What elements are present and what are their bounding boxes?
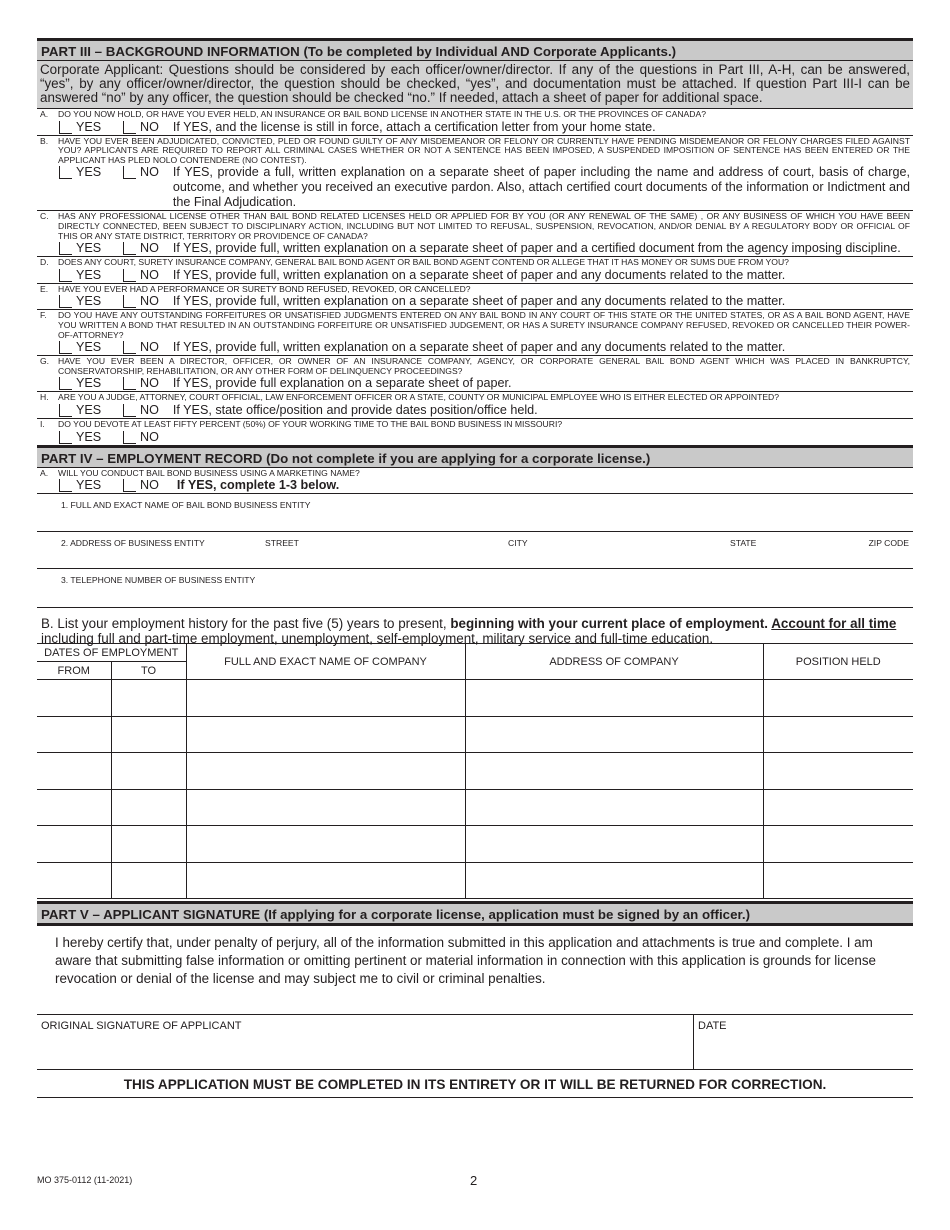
street-label: STREET <box>265 538 299 549</box>
no-checkbox[interactable] <box>123 268 159 283</box>
question-f <box>37 309 913 355</box>
employment-history-instructions <box>37 607 913 647</box>
from-header: FROM <box>37 662 111 680</box>
page-footer <box>37 1173 913 1188</box>
no-label: NO <box>140 165 159 180</box>
certification-text: I hereby certify that, under penalty of perjury, all of the information submitted in this application and attachments is true and complete. I am aware that submitting false information or omitting pertinent or material information in connection with this application is grounds for license revocation or denial of the license and may subject me to civil or criminal penalties. <box>37 923 913 1014</box>
checkbox-icon <box>123 479 136 492</box>
question-text: DO YOU HAVE ANY OUTSTANDING FORFEITURES OR UNSATISFIED JUDGMENTS ENTERED ON ANY BAIL BOND IN ANY COURT OF THIS STATE OR THE UNITED STATES, OR AS A BAIL BOND AGENT, HAVE YOU WRITTEN A BOND THAT RESULTED IN AN OUTSTANDING FORFEITURE OR UNSATISFIED JUDGEMENT, OR HAS A SURETY INSURANCE COMPANY REFUSED, REVOKED OR CANCELLED THEIR POWER-OF-ATTORNEY? <box>58 310 910 340</box>
business-phone-field[interactable] <box>37 568 913 607</box>
checkbox-icon <box>123 295 136 308</box>
yes-checkbox[interactable] <box>59 340 109 355</box>
no-checkbox[interactable] <box>123 478 159 493</box>
table-cell[interactable] <box>111 680 186 717</box>
table-cell[interactable] <box>763 716 913 753</box>
question-c <box>37 210 913 256</box>
question-text: DO YOU NOW HOLD, OR HAVE YOU EVER HELD, AN INSURANCE OR BAIL BOND LICENSE IN ANOTHER STATE IN THE U.S. OR THE PROVINCES OF CANADA? <box>58 109 706 119</box>
no-label: NO <box>140 119 159 134</box>
question-e <box>37 283 913 310</box>
table-row <box>37 789 913 826</box>
question-note: If YES, and the license is still in force, attach a certification letter from your home state. <box>172 119 656 134</box>
yes-label: YES <box>76 267 102 282</box>
table-row <box>37 753 913 790</box>
part3-title: PART III – BACKGROUND INFORMATION (To be completed by Individual AND Corporate Applicants.) <box>37 38 913 60</box>
checkbox-icon <box>59 404 72 417</box>
checkbox-icon <box>59 295 72 308</box>
yes-checkbox[interactable] <box>59 403 109 418</box>
question-note: If YES, provide full, written explanation on a separate sheet of paper and any documents related to the matter. <box>172 267 786 282</box>
part4-question-a <box>37 467 913 494</box>
question-letter: I. <box>40 418 45 429</box>
employment-table <box>37 643 913 899</box>
no-checkbox[interactable] <box>123 165 159 180</box>
question-letter: C. <box>40 211 49 222</box>
no-checkbox[interactable] <box>123 430 159 445</box>
application-form <box>37 38 913 1098</box>
table-cell[interactable] <box>37 789 111 826</box>
form-id: MO 375-0112 (11-2021) <box>37 1175 133 1185</box>
checkbox-icon <box>59 377 72 390</box>
part5-title: PART V – APPLICANT SIGNATURE (If applying for a corporate license, application must be signed by an officer.) <box>37 901 913 923</box>
checkbox-icon <box>59 431 72 444</box>
question-letter: F. <box>40 310 47 321</box>
checkbox-icon <box>123 121 136 134</box>
no-label: NO <box>140 340 159 355</box>
instructions-bold: beginning with your current place of employment. <box>450 616 772 632</box>
signature-field[interactable] <box>37 1015 694 1069</box>
question-text: HAVE YOU EVER HAD A PERFORMANCE OR SURETY BOND REFUSED, REVOKED, OR CANCELLED? <box>58 283 471 294</box>
no-label: NO <box>140 478 159 493</box>
checkbox-icon <box>59 341 72 354</box>
yes-checkbox[interactable] <box>59 165 109 180</box>
yes-label: YES <box>76 294 102 309</box>
yes-label: YES <box>76 340 102 355</box>
yes-checkbox[interactable] <box>59 294 109 309</box>
table-cell[interactable] <box>465 716 763 753</box>
signature-row <box>37 1014 913 1070</box>
table-cell[interactable] <box>37 826 111 863</box>
question-note: If YES, provide full explanation on a separate sheet of paper. <box>172 376 512 391</box>
question-note: If YES, provide a full, written explanation on a separate sheet of paper including the name and address of court, basis of charge, outcome, and whether you received an executive pardon. Also, attach certified court documents of the information or Indictment and the Final Adjudication. <box>172 165 910 210</box>
yes-label: YES <box>76 402 102 417</box>
checkbox-icon <box>59 479 72 492</box>
checkbox-icon <box>123 242 136 255</box>
zip-label: ZIP CODE <box>868 538 909 549</box>
business-name-field[interactable] <box>37 493 913 531</box>
state-label: STATE <box>730 538 757 549</box>
question-note: If YES, provide full, written explanation on a separate sheet of paper and any documents related to the matter. <box>172 340 786 355</box>
yes-label: YES <box>76 429 102 444</box>
checkbox-icon <box>123 341 136 354</box>
table-cell[interactable] <box>465 680 763 717</box>
question-letter: B. <box>40 135 49 146</box>
question-d <box>37 256 913 283</box>
question-letter: G. <box>40 356 50 367</box>
table-cell[interactable] <box>465 753 763 790</box>
yes-checkbox[interactable] <box>59 376 109 391</box>
question-letter: A. <box>40 467 49 478</box>
table-cell[interactable] <box>763 862 913 899</box>
table-cell[interactable] <box>186 862 465 899</box>
table-cell[interactable] <box>465 789 763 826</box>
no-label: NO <box>140 241 159 256</box>
table-cell[interactable] <box>111 826 186 863</box>
table-cell[interactable] <box>763 826 913 863</box>
question-text: HAVE YOU EVER BEEN A DIRECTOR, OFFICER, OR OWNER OF AN INSURANCE COMPANY, AGENCY, OR CORPORATE GENERAL BAIL BOND AGENT WHICH WAS PLACED IN BANKRUPTCY, CONSERVATORSHIP, REHABILITATION, OR ANY OTHER FORM OF DELINQUENCY PROCEEDINGS? <box>58 356 910 376</box>
table-cell[interactable] <box>111 789 186 826</box>
table-row <box>37 716 913 753</box>
no-label: NO <box>140 294 159 309</box>
question-text: WILL YOU CONDUCT BAIL BOND BUSINESS USING A MARKETING NAME? <box>58 467 360 478</box>
question-text: DOES ANY COURT, SURETY INSURANCE COMPANY, GENERAL BAIL BOND AGENT OR BAIL BOND AGENT CONTEND OR ALLEGE THAT IT HAS MONEY OR SUMS DUE FROM YOU? <box>58 257 789 268</box>
table-cell[interactable] <box>37 753 111 790</box>
yes-label: YES <box>76 241 102 256</box>
instructions-text: B. List your employment history for the past five (5) years to present, <box>41 616 451 632</box>
table-cell[interactable] <box>465 862 763 899</box>
field-label: 2. ADDRESS OF BUSINESS ENTITY <box>61 538 205 549</box>
table-row <box>37 862 913 899</box>
question-note: If YES, provide full, written explanation on a separate sheet of paper and any documents related to the matter. <box>172 294 786 309</box>
table-cell[interactable] <box>111 862 186 899</box>
checkbox-icon <box>123 404 136 417</box>
table-cell[interactable] <box>186 826 465 863</box>
signature-label: ORIGINAL SIGNATURE OF APPLICANT <box>41 1020 242 1033</box>
checkbox-icon <box>123 269 136 282</box>
yes-checkbox[interactable] <box>59 430 109 445</box>
page-number: 2 <box>470 1173 478 1188</box>
checkbox-icon <box>59 121 72 134</box>
no-checkbox[interactable] <box>123 241 159 256</box>
question-text: ARE YOU A JUDGE, ATTORNEY, COURT OFFICIAL, LAW ENFORCEMENT OFFICER OR A STATE, COUNTY OR MUNICIPAL EMPLOYEE WHO IS EITHER ELECTED OR APPOINTED? <box>58 392 780 403</box>
instructions-underline: Account for all time <box>771 616 897 632</box>
no-checkbox[interactable] <box>123 294 159 309</box>
yes-label: YES <box>76 376 102 391</box>
part3-questions <box>37 108 913 445</box>
field-label: 1. FULL AND EXACT NAME OF BAIL BOND BUSINESS ENTITY <box>61 500 311 511</box>
checkbox-icon <box>59 242 72 255</box>
no-label: NO <box>140 267 159 282</box>
city-label: CITY <box>508 538 528 549</box>
table-cell[interactable] <box>763 789 913 826</box>
table-cell[interactable] <box>37 680 111 717</box>
question-note: If YES, provide full, written explanation on a separate sheet of paper and a certified document from the agency imposing discipline. <box>172 241 901 256</box>
question-g <box>37 355 913 391</box>
dates-header: DATES OF EMPLOYMENT <box>37 644 186 662</box>
table-cell[interactable] <box>37 862 111 899</box>
no-label: NO <box>140 376 159 391</box>
yes-checkbox[interactable] <box>59 120 109 135</box>
question-letter: E. <box>40 283 49 294</box>
no-checkbox[interactable] <box>123 340 159 355</box>
question-i <box>37 418 913 445</box>
address-header: ADDRESS OF COMPANY <box>465 644 763 680</box>
no-checkbox[interactable] <box>123 120 159 135</box>
question-a <box>37 108 913 135</box>
question-note: If YES, state office/position and provide dates position/office held. <box>172 402 538 417</box>
business-address-field[interactable] <box>37 531 913 568</box>
to-header: TO <box>111 662 186 680</box>
yes-label: YES <box>76 478 102 493</box>
no-label: NO <box>140 402 159 417</box>
yes-checkbox[interactable] <box>59 478 109 493</box>
date-field[interactable] <box>694 1015 913 1069</box>
table-cell[interactable] <box>111 716 186 753</box>
table-row <box>37 826 913 863</box>
table-cell[interactable] <box>111 753 186 790</box>
table-row <box>37 680 913 717</box>
checkbox-icon <box>123 431 136 444</box>
table-cell[interactable] <box>465 826 763 863</box>
question-text: HAS ANY PROFESSIONAL LICENSE OTHER THAN BAIL BOND RELATED LICENSES HELD OR APPLIED FOR BY YOU (OR ANY RENEWAL OF THE SAME) , OR ANY BUSINESS OF WHICH YOU HAVE BEEN DIRECTLY CONNECTED, BEEN SUBJECT TO DISCIPLINARY ACTION, INCLUDING BUT NOT LIMITED TO REFUSAL, SUSPENSION, REVOCATION, AND/OR DENIAL BY A REGULATORY BODY OR OFFICIAL OF THIS OR ANY STATE DISTRICT, TERRITORY OR PROVIDENCE OF CANADA? <box>58 211 910 241</box>
company-header: FULL AND EXACT NAME OF COMPANY <box>186 644 465 680</box>
question-note: If YES, complete 1-3 below. <box>176 478 340 493</box>
instructions-text-end: including full and part-time employment, unemployment, self-employment, military service and full-time education. <box>41 631 714 647</box>
table-cell[interactable] <box>763 680 913 717</box>
question-text: HAVE YOU EVER BEEN ADJUDICATED, CONVICTED, PLED OR FOUND GUILTY OF ANY MISDEMEANOR OR FELONY OR CURRENTLY HAVE PENDING MISDEMEANOR OR FELONY CHARGES FILED AGAINST YOU? APPLICANTS ARE REQUIRED TO REPORT ALL CRIMINAL CASES WHETHER OR NOT A SENTENCE HAS BEEN IMPOSED, A SUSPENDED IMPOSITION OF SENTENCE HAS BEEN ENTERED OR THE APPLICANT HAS PLED NOLO CONTENDERE (NO CONTEST). <box>58 135 910 165</box>
checkbox-icon <box>59 269 72 282</box>
question-h <box>37 391 913 418</box>
no-label: NO <box>140 429 159 444</box>
no-checkbox[interactable] <box>123 403 159 418</box>
table-cell[interactable] <box>186 753 465 790</box>
completion-notice: THIS APPLICATION MUST BE COMPLETED IN ITS ENTIRETY OR IT WILL BE RETURNED FOR CORRECTION. <box>37 1070 913 1098</box>
field-label: 3. TELEPHONE NUMBER OF BUSINESS ENTITY <box>61 575 256 586</box>
position-header: POSITION HELD <box>763 644 913 680</box>
checkbox-icon <box>123 166 136 179</box>
question-letter: A. <box>40 109 49 119</box>
yes-label: YES <box>76 119 102 134</box>
question-letter: H. <box>40 392 49 403</box>
yes-label: YES <box>76 165 102 180</box>
question-text: DO YOU DEVOTE AT LEAST FIFTY PERCENT (50%) OF YOUR WORKING TIME TO THE BAIL BOND BUSINESS IN MISSOURI? <box>58 418 563 429</box>
question-b <box>37 135 913 211</box>
yes-checkbox[interactable] <box>59 241 109 256</box>
yes-checkbox[interactable] <box>59 268 109 283</box>
checkbox-icon <box>123 377 136 390</box>
checkbox-icon <box>59 166 72 179</box>
table-cell[interactable] <box>763 753 913 790</box>
part3-intro: Corporate Applicant: Questions should be considered by each officer/owner/director. If any of the questions in Part III, A-H, can be answered, “yes”, by any officer/owner/director, the question should be checked, “yes”, and documentation must be attached. If question Part III-I can be answered “no” by any officer, the question should be checked “no.” If needed, attach a sheet of paper for additional space. <box>37 60 913 108</box>
table-cell[interactable] <box>186 680 465 717</box>
table-cell[interactable] <box>186 789 465 826</box>
no-checkbox[interactable] <box>123 376 159 391</box>
table-cell[interactable] <box>37 716 111 753</box>
table-cell[interactable] <box>186 716 465 753</box>
part4-title: PART IV – EMPLOYMENT RECORD (Do not complete if you are applying for a corporate license.) <box>37 445 913 467</box>
question-letter: D. <box>40 257 49 268</box>
date-label: DATE <box>698 1020 727 1033</box>
